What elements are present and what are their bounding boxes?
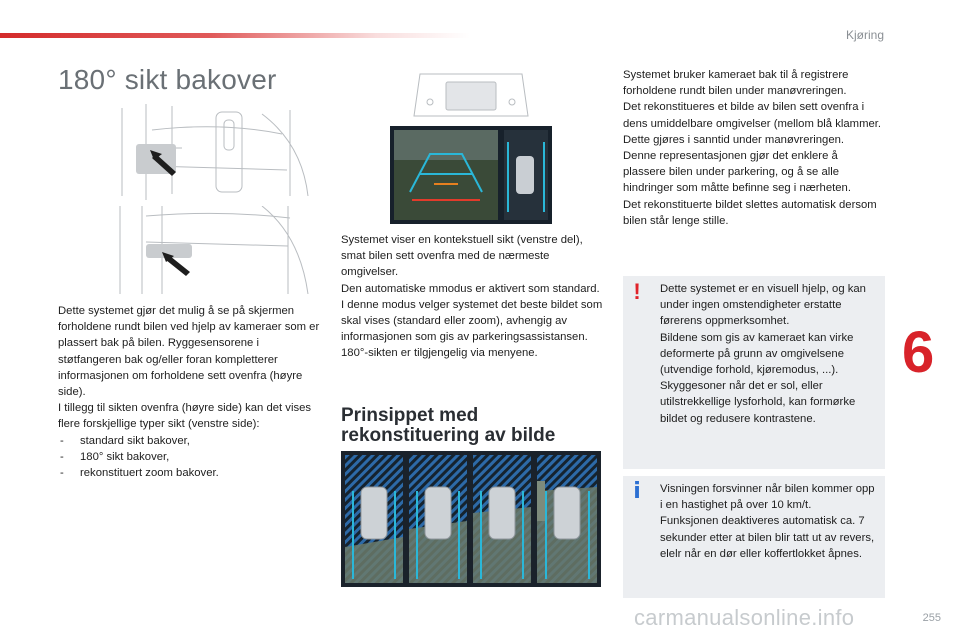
warning-notice <box>623 276 885 469</box>
header-accent-bar <box>0 33 470 38</box>
intro-paragraph: Dette systemet gjør det mulig å se på skjermen forholdene rundt bilen ved hjelp av kameraer som er plassert bak på bilen. Ryggesensorene i støtfangeren bak og/eller foran kompletterer informasjonen om forholdene sett ovenfra (høyre side). <box>58 305 320 399</box>
warning-paragraph: Skyggesoner når det er sol, eller utilstrekkellige lysforhold, kan formørke bildet og redusere kontrastene. <box>660 380 856 425</box>
list-item: - rekonstituert zoom bakover. <box>58 465 320 481</box>
chapter-number: 6 <box>902 320 935 385</box>
reconstruction-sequence-illustration <box>341 451 601 587</box>
warning-text <box>660 281 878 427</box>
section-heading: Prinsippet med rekonstituering av bilde <box>341 405 556 446</box>
page-title: 180° sikt bakover <box>58 64 277 95</box>
reconstruction-paragraph: Det rekonstitueres et bilde av bilen sett ovenfra i dens umiddelbare omgivelser (mellom blå klammer. Dette gjøres i sanntid under manøvreringen. <box>623 101 882 146</box>
info-paragraph: Visningen forsvinner når bilen kommer opp i en hastighet på over 10 km/t. <box>660 483 875 512</box>
context-paragraph: I denne modus velger systemet det beste bildet som skal vises (standard eller zoom), avhengig av informasjonen som gis av parkeringsassistansen. <box>341 298 603 344</box>
camera-screen-diagram <box>390 72 552 224</box>
section-label: Kjøring <box>845 28 884 42</box>
view-type-list <box>58 433 320 482</box>
intro-text <box>58 303 320 481</box>
watermark: carmanualsonline.info <box>634 605 855 630</box>
rear-camera-illustration-upper <box>112 104 318 200</box>
context-paragraph: Den automatiske mmodus er aktivert som standard. <box>341 282 600 295</box>
reconstruction-paragraph: Denne representasjonen gjør det enklere å plassere bilen under parkering, og å se alle hindringer som måtte befinne seg i nærheten. <box>623 150 851 195</box>
info-paragraph: Funksjonen deaktiveres automatisk ca. 7 sekunder etter at bilen blir tatt ut av revers, elelr når en dør eller koffertlokket åpnes. <box>660 515 875 560</box>
warning-icon: ! <box>633 279 641 304</box>
info-icon: i <box>633 479 641 504</box>
context-paragraph: Systemet viser en kontekstuell sikt (venstre del), smat bilen sett ovenfra med de nærmeste omgivelser. <box>341 234 583 279</box>
info-notice <box>623 476 885 598</box>
rear-camera-illustration-lower <box>112 206 318 294</box>
list-item: - 180° sikt bakover, <box>58 449 320 465</box>
page-number: 255 <box>922 612 941 624</box>
list-item: - standard sikt bakover, <box>58 433 320 449</box>
context-view-text <box>341 232 603 362</box>
info-text <box>660 481 878 562</box>
warning-paragraph: Dette systemet er en visuell hjelp, og kan under ingen omstendigheter erstatte førerens oppmerksomhet. <box>660 283 866 328</box>
warning-paragraph: Bildene som gis av kameraet kan virke deformerte på grunn av omgivelsene (utvendige forhold, kjøremodus, ...). <box>660 331 854 377</box>
reconstruction-text <box>623 67 883 229</box>
intro-paragraph: I tillegg til sikten ovenfra (høyre side) kan det vises flere forskjellige typer sikt (venstre side): <box>58 402 312 431</box>
reconstruction-paragraph: Det rekonstituerte bildet slettes automatisk dersom bilen står lenge stille. <box>623 198 877 227</box>
reconstruction-paragraph: Systemet bruker kameraet bak til å registrere forholdene rundt bilen under manøvreringen. <box>623 69 849 98</box>
context-paragraph: 180°-sikten er tilgjengelig via menyene. <box>341 347 538 360</box>
